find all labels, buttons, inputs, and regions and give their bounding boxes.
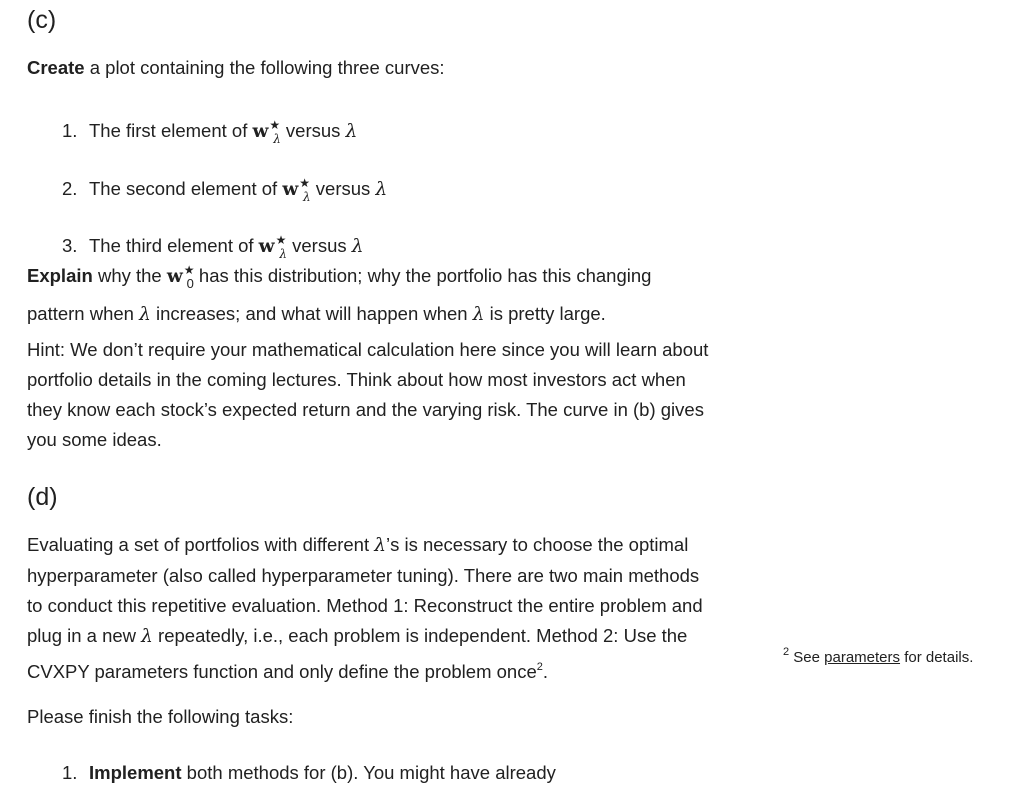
footnote-ref[interactable]: 2	[536, 661, 543, 673]
intro-text: a plot containing the following three curves:	[84, 57, 445, 78]
hint-paragraph: Hint: We don’t require your mathematical calculation here since you will learn about portfolio details in the coming lectures. Think about how most investors act when they know each stock’s expected return and the varying risk. The curve in (b) gives you some ideas.	[27, 339, 709, 450]
section-d-paragraph: Evaluating a set of portfolios with different λ’s is necessary to choose the optimal hyperparameter (also called hyperparameter tuning). There are two main methods to conduct this repetitive evaluation. Method 1: Reconstruct the entire problem and plug in a new λ repeatedly, i.e., each problem is independent. Method 2: Use the CVXPY parameters function and only define the problem once$^2$.	[27, 534, 703, 682]
footnote-mark: 2	[783, 646, 790, 658]
list-item: 2. The second element of $w^★_\lambda$ versus λ	[62, 175, 388, 204]
list-item: 3. The third element of $w^★_\lambda$ versus λ	[62, 233, 364, 261]
footnote: $^2$ See parameters for details.	[783, 646, 974, 666]
section-c-intro	[27, 53, 717, 83]
tasks-intro: Please finish the following tasks:	[27, 706, 294, 727]
section-c-heading: (c)	[27, 6, 57, 34]
list-item: 1. The first element of $w^★_\lambda$ versus λ	[62, 118, 358, 146]
task-item: 1. Implement both methods for (b). You might have already	[62, 762, 556, 783]
implement-keyword: Implement	[89, 762, 182, 783]
parameters-link[interactable]: parameters	[824, 649, 901, 666]
create-keyword: Create	[27, 57, 85, 78]
section-d-heading: (d)	[27, 483, 58, 511]
explain-paragraph: Explain why the $w^★_0$ has this distribution; why the portfolio has this changing pattern when λ increases; and what will happen when λ is pretty large.	[27, 263, 652, 325]
explain-keyword: Explain	[27, 265, 93, 286]
